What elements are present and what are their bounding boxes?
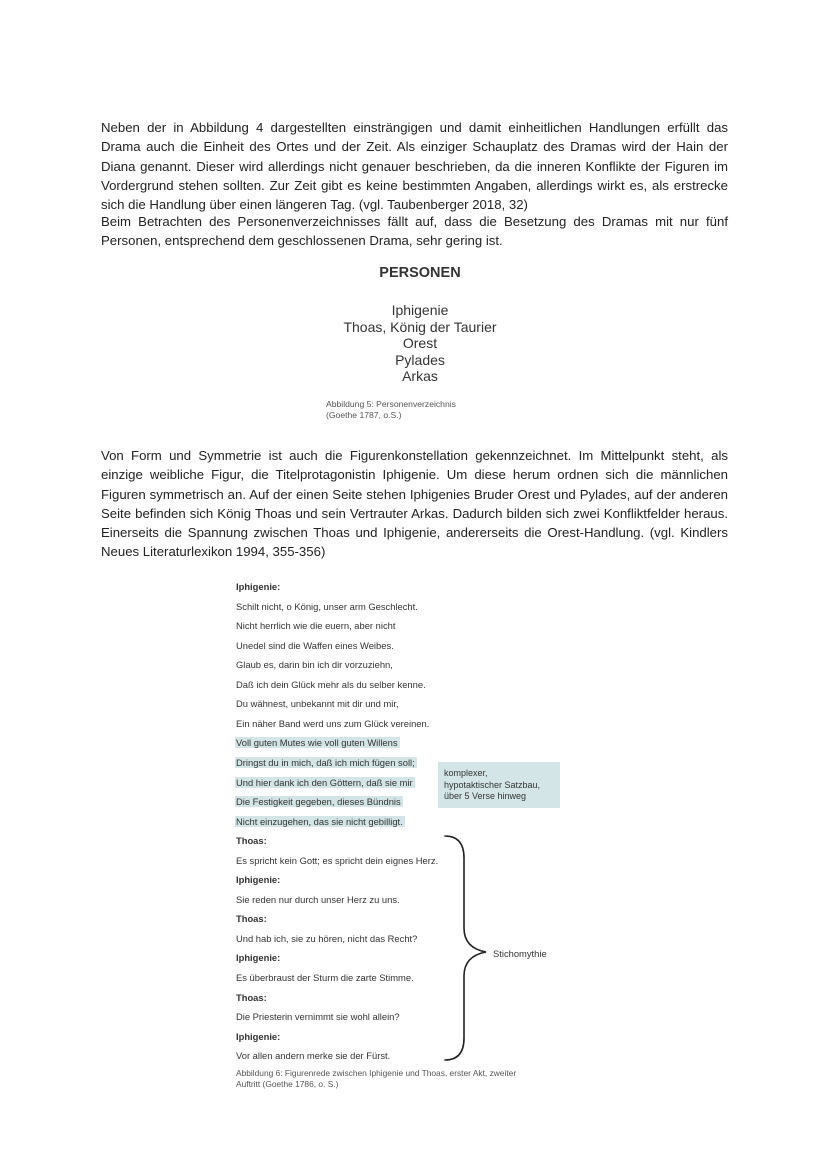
line-text: Schilt nicht, o König, unser arm Geschlecht.	[236, 600, 418, 612]
verse-line	[236, 776, 415, 790]
caption-line: (Goethe 1787, o.S.)	[326, 410, 402, 420]
line-text: Iphigenie:	[236, 952, 281, 964]
note-line: komplexer,	[444, 768, 488, 778]
line-text: Du wähnest, unbekannt mit dir und mir,	[236, 698, 399, 710]
highlighted-verse-text: Und hier dank ich den Göttern, daß sie mir	[236, 776, 413, 788]
verse-line	[236, 717, 429, 731]
verse-line	[236, 1010, 400, 1024]
verse-line	[236, 854, 438, 868]
caption-line: Abbildung 6: Figurenrede zwischen Iphigenie und Thoas, erster Akt, zweiter	[236, 1068, 517, 1078]
person-name: Iphigenie	[391, 302, 449, 318]
line-text: Thoas:	[236, 835, 267, 847]
paragraph-cast: Beim Betrachten des Personenverzeichnisses fällt auf, dass die Besetzung des Dramas mit nur fünf Personen, entsprechend dem geschlossenen Drama, sehr gering ist.	[101, 214, 728, 249]
caption-line: Abbildung 5: Personenverzeichnis	[326, 399, 456, 409]
line-text: Iphigenie:	[236, 581, 281, 592]
caption-line: Auftritt (Goethe 1786, o. S.)	[236, 1079, 339, 1089]
line-text: Und hab ich, sie zu hören, nicht das Recht?	[236, 932, 418, 944]
line-text: Vor allen andern merke sie der Fürst.	[236, 1050, 391, 1062]
highlighted-verse-text: Nicht einzugehen, das sie nicht gebilligt.	[236, 815, 403, 827]
note-line: über 5 Verse hinweg	[444, 791, 527, 801]
verse-line	[236, 756, 417, 770]
curly-brace-icon	[440, 832, 500, 1064]
line-text: Iphigenie:	[236, 1030, 281, 1042]
verse-line	[236, 658, 393, 672]
line-text: Es spricht kein Gott; es spricht dein eignes Herz.	[236, 854, 439, 866]
person-name: Thoas, König der Taurier	[343, 318, 497, 335]
highlighted-verse-text: Dringst du in mich, daß ich mich fügen soll;	[236, 756, 415, 768]
verse-line	[236, 736, 400, 750]
paragraph-constellation: Von Form und Symmetrie ist auch die Figurenkonstellation gekennzeichnet. Im Mittelpunkt steht, als einzige weibliche Figur, die Titelprotagonistin Iphigenie. Um diese herum ordnen sich die männlichen Figuren symmetrisch an. Auf der einen Seite stehen Iphigenies Bruder Orest und Pylades, auf der anderen Seite befinden sich König Thoas und sein Vertrauter Arkas. Dadurch bilden sich zwei Konfliktfelder heraus. Einerseits die Spannung zwischen Thoas und Iphigenie, andererseits die Orest-Handlung. (vgl. Kindlers Neues Literaturlexikon 1994, 355-356)	[101, 448, 728, 560]
speaker-name	[236, 951, 280, 965]
speaker-name	[236, 1030, 280, 1044]
person-name: Pylades	[395, 351, 445, 368]
speaker-name	[236, 834, 267, 848]
line-text: Es überbraust der Sturm die zarte Stimme.	[236, 972, 414, 983]
verse-line	[236, 678, 426, 692]
note-line: hypotaktischer Satzbau,	[444, 779, 541, 790]
verse-line	[236, 1049, 390, 1063]
line-text: Thoas:	[236, 913, 267, 925]
line-text: Unedel sind die Waffen eines Weibes.	[236, 639, 394, 651]
figure-dialogue-caption	[236, 1068, 556, 1090]
line-text: Daß ich dein Glück mehr als du selber kenne.	[236, 678, 426, 690]
stichomythie-label: Stichomythie	[493, 948, 547, 959]
verse-line	[236, 619, 395, 633]
verse-line	[236, 600, 418, 614]
person-name: Arkas	[402, 368, 438, 384]
highlighted-verse-text: Voll guten Mutes wie voll guten Willens	[236, 737, 398, 749]
line-text: Nicht herrlich wie die euern, aber nicht	[236, 620, 396, 632]
speaker-name	[236, 912, 267, 926]
verse-line	[236, 815, 405, 829]
verse-line	[236, 639, 394, 653]
person-name: Orest	[402, 335, 438, 351]
line-text: Glaub es, darin bin ich dir vorzuziehn,	[236, 659, 393, 671]
line-text: Thoas:	[236, 991, 267, 1003]
highlighted-verse-text: Die Festigkeit gegeben, dieses Bündnis	[236, 796, 401, 808]
line-text: Sie reden nur durch unser Herz zu uns.	[236, 893, 400, 905]
verse-line	[236, 971, 414, 985]
verse-line	[236, 932, 417, 946]
line-text: Ein näher Band werd uns zum Glück vereinen.	[236, 717, 430, 729]
verse-line	[236, 795, 403, 809]
line-text: Iphigenie:	[236, 874, 281, 886]
paragraph-unity: Neben der in Abbildung 4 dargestellten einsträngigen und damit einheitlichen Handlungen erfüllt das Drama auch die Einheit des Ortes und der Zeit. Als einziger Schauplatz des Dramas wird der Hain der Diana genannt. Dieser wird allerdings nicht genauer beschrieben, da die inneren Konflikte der Figuren im Vordergrund stehen sollten. Zur Zeit gibt es keine bestimmten Angaben, allerdings wirkt es, als erstrecke sich die Handlung über einen längeren Tag. (vgl. Taubenberger 2018, 32)	[101, 120, 728, 213]
figure-personen-title: PERSONEN	[379, 265, 461, 281]
speaker-name	[236, 991, 267, 1005]
speaker-name	[236, 580, 280, 594]
verse-line	[236, 893, 400, 907]
line-text: Die Priesterin vernimmt sie wohl allein?	[236, 1011, 400, 1023]
speaker-name	[236, 873, 280, 887]
syntax-note	[438, 762, 560, 808]
verse-line	[236, 697, 399, 711]
